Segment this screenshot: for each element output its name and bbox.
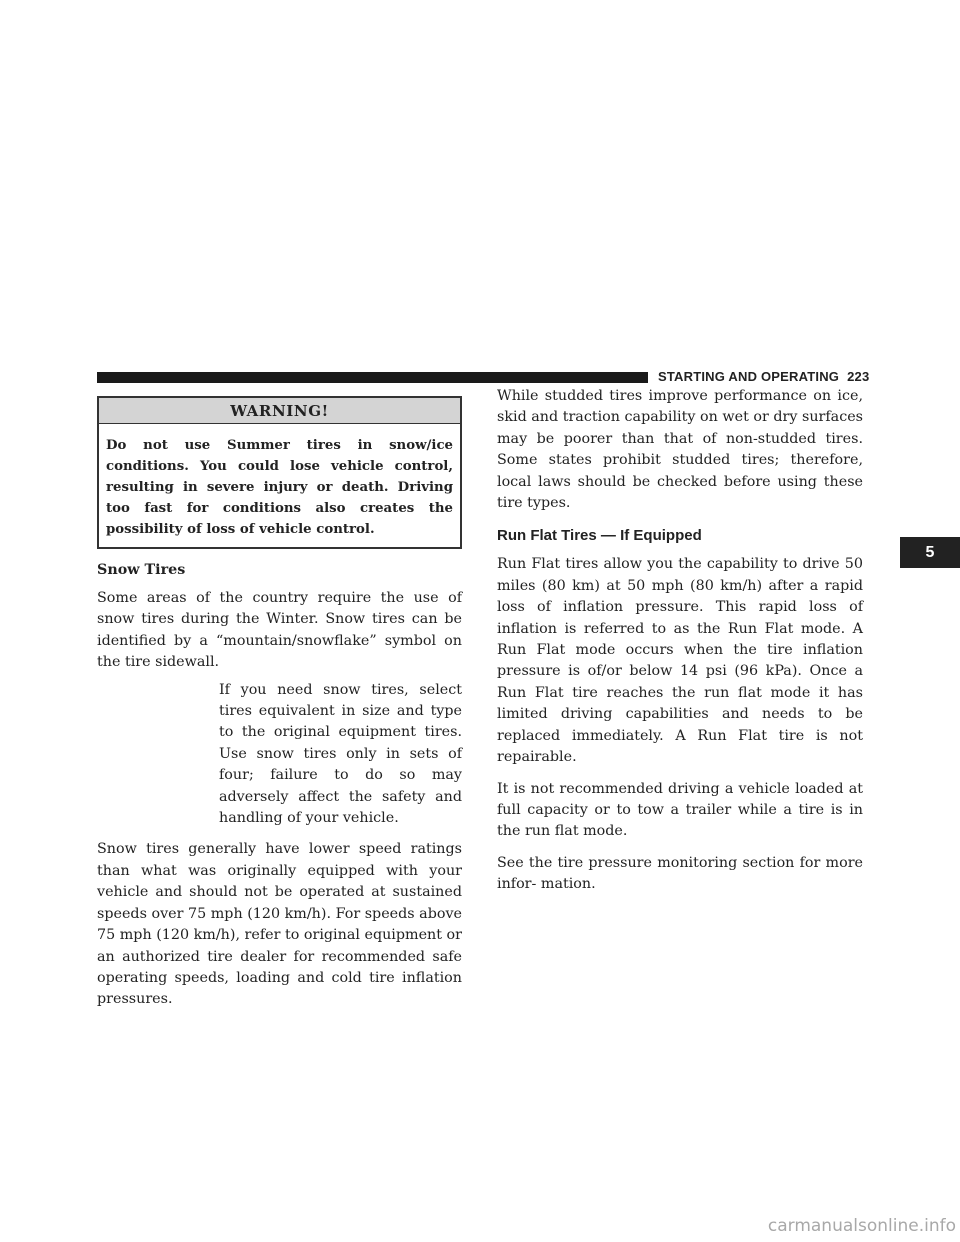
snow-tires-paragraph-1: Some areas of the country require the use of snow tires during the Winter. Snow tires can be identified by a “mountain/snowflake” symbol on the tire sidewall.: [97, 590, 462, 671]
chapter-tab: 5: [900, 537, 960, 568]
warning-box: [97, 396, 462, 549]
studded-tires-paragraph: While studded tires improve performance on ice, skid and traction capability on wet or dry surfaces may be poorer than that of non-studded tires. Some states prohibit studded tires; therefore, local laws should be checked before using these tire types.: [497, 388, 863, 512]
run-flat-heading: Run Flat Tires — If Equipped: [497, 527, 702, 545]
snow-tires-heading: Snow Tires: [97, 562, 186, 578]
page-number: 223: [847, 369, 870, 384]
run-flat-paragraph-2: It is not recommended driving a vehicle loaded at full capacity or to tow a trailer while a tire is in the run flat mode.: [497, 780, 863, 840]
left-column: [97, 396, 462, 1011]
snow-tires-paragraph-3: Snow tires generally have lower speed ratings than what was originally equipped with your vehicle and should not be operated at sustained speeds over 75 mph (120 km/h). For speeds above 75 mph (120 km/h), refer to original equipment or an authorized tire dealer for recommended safe operating speeds, loading and cold tire inflation pressures.: [97, 841, 462, 1008]
warning-title: WARNING!: [99, 398, 460, 424]
running-header: [658, 369, 878, 384]
warning-text: Do not use Summer tires in snow/ice conditions. You could lose vehicle control, resulting in severe injury or death. Driving too fast for conditions also creates the possibility of loss of vehicle control.: [106, 438, 453, 537]
section-title: STARTING AND OPERATING: [658, 369, 840, 384]
run-flat-paragraph-1: Run Flat tires allow you the capability to drive 50 miles (80 km) at 50 mph (80 km/h) after a rapid loss of inflation pressure. This rapid loss of inflation is referred to as the Run Flat mode. A Run Flat mode occurs when the tire inflation pressure is of/or below 14 psi (96 kPa). Once a Run Flat tire reaches the run flat mode it has limited driving capabilities and needs to be replaced immediately. A Run Flat tire is not repairable.: [497, 556, 863, 766]
run-flat-paragraph-3: See the tire pressure monitoring section for more infor- mation.: [497, 854, 863, 893]
snow-tires-paragraph-2: If you need snow tires, select tires equivalent in size and type to the original equipment tires. Use snow tires only in sets of four; failure to do so may adversely affect the safety and handling of your vehicle.: [219, 681, 462, 827]
right-column: [497, 386, 863, 896]
watermark-text: carmanualsonline.info: [767, 1216, 956, 1236]
header-rule: [97, 372, 648, 383]
